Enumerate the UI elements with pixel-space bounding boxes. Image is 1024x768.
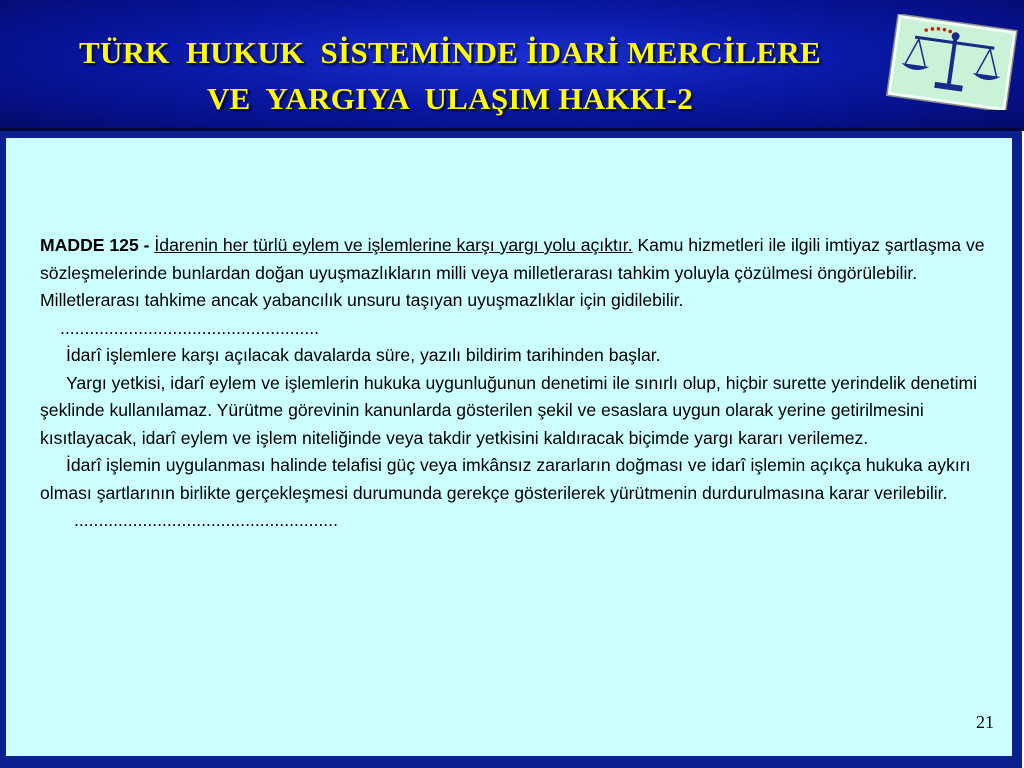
paragraph-1-rest: Kamu hizmetleri ile ilgili imtiyaz şartlaşma ve sözleşmelerinde bunlardan doğan uyuşmazlıkların milli veya milletlerarası tahkim yoluyla çözülmesi öngörülebilir. Milletlerarası tahkime ancak yabancılık unsuru taşıyan uyuşmazlıklar için gidilebilir. xyxy=(40,235,985,310)
slide-header xyxy=(0,0,1024,131)
title-line-2: VE YARGIYA ULAŞIM HAKKI-2 xyxy=(206,81,694,116)
ellipsis-line-1: ..................................................... xyxy=(60,317,320,338)
page-number: 21 xyxy=(976,712,994,732)
article-label: MADDE 125 - xyxy=(40,235,155,255)
paragraph-4 xyxy=(40,452,1000,507)
paragraph-3 xyxy=(40,370,1000,453)
title-line-1: TÜRK HUKUK SİSTEMİNDE İDARİ MERCİLERE xyxy=(78,35,822,70)
paragraph-1 xyxy=(40,232,1000,315)
ellipsis-line-2: ...................................................... xyxy=(74,510,338,530)
paragraph-4-text: İdarî işlemin uygulanması halinde telafisi güç veya imkânsız zararların doğması ve idarî işlemin açıkça hukuka aykırı olması şartlarının birlikte gerçekleşmesi durumunda gerekçe gösterilerek yürütmenin durdurulmasına karar verilebilir. xyxy=(40,455,971,503)
paragraph-2: İdarî işlemlere karşı açılacak davalarda süre, yazılı bildirim tarihinden başlar. xyxy=(66,345,661,365)
article-text xyxy=(40,232,1000,535)
paragraph-3-text: Yargı yetkisi, idarî eylem ve işlemlerin hukuka uygunluğunun denetimi ile sınırlı olup, hiçbir surette yerindelik denetimi şeklinde kullanılamaz. Yürütme görevinin kanunlarda gösterilen şekil ve esaslara uygun olarak yerine getirilmesini kısıtlayacak, idarî eylem ve işlem niteliğinde veya takdir yetkisini kaldıracak biçimde yargı kararı verilemez. xyxy=(40,372,978,448)
slide-title xyxy=(0,30,900,122)
underlined-sentence: İdarenin her türlü eylem ve işlemlerine karşı yargı yolu açıktır. xyxy=(154,235,633,255)
scales-of-justice-icon xyxy=(882,14,1022,110)
